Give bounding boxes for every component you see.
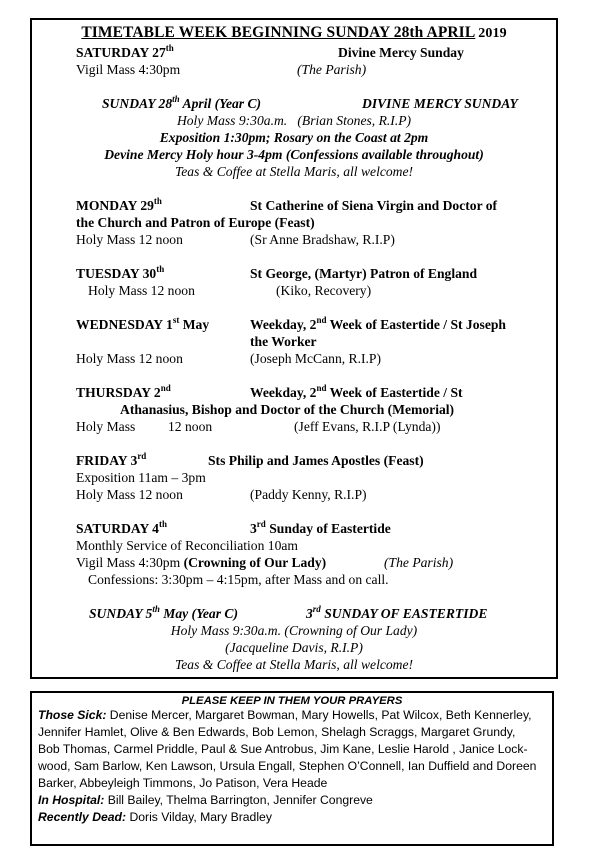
- wed1-feast-cont: the Worker: [250, 334, 317, 349]
- wed1-day: WEDNESDAY 1st May: [76, 315, 210, 332]
- sat4-reconciliation: Monthly Service of Reconciliation 10am: [76, 538, 298, 553]
- sun28-day: SUNDAY 28th April (Year C): [102, 94, 262, 111]
- tue30-day: TUESDAY 30th: [76, 264, 165, 281]
- mon29-mass: Holy Mass 12 noon: [76, 232, 183, 247]
- wed1-feast: Weekday, 2nd Week of Eastertide / St Joseph: [250, 315, 506, 332]
- sick-line-2: Jennifer Hamlet, Olive & Ben Edwards, Bob Lemon, Shelagh Scraggs, Margaret Grundy,: [38, 725, 516, 739]
- sick-line-1: Those Sick: Denise Mercer, Margaret Bowman, Mary Howells, Pat Wilcox, Beth Kennerley,: [38, 708, 532, 722]
- tue30-feast: St George, (Martyr) Patron of England: [250, 266, 478, 281]
- sat4-day: SATURDAY 4th: [76, 519, 167, 536]
- fri3-feast: Sts Philip and James Apostles (Feast): [208, 453, 424, 468]
- thu2-mass: Holy Mass: [76, 419, 136, 434]
- thu2-day: THURSDAY 2nd: [76, 383, 171, 400]
- sick-line-5: Barker, Abbeyleigh Timmons, Jo Patison, Vera Heade: [38, 776, 328, 790]
- title-text: TIMETABLE WEEK BEGINNING SUNDAY 28th APRIL: [81, 24, 476, 41]
- thu2-time: 12 noon: [168, 419, 213, 434]
- fri3-day: FRIDAY 3rd: [76, 451, 147, 468]
- sun5-feast: 3rd SUNDAY OF EASTERTIDE: [306, 604, 488, 621]
- sun28-holy-hour: Devine Mercy Holy hour 3-4pm (Confessions available throughout): [104, 147, 484, 162]
- recently-dead-line: Recently Dead: Doris Vilday, Mary Bradley: [38, 810, 272, 824]
- sun28-teas: Teas & Coffee at Stella Maris, all welcome!: [174, 164, 414, 179]
- sun5-intention: (Jacqueline Davis, R.I.P): [225, 640, 363, 655]
- sun28-mass: Holy Mass 9:30a.m. (Brian Stones, R.I.P): [176, 113, 412, 128]
- timetable-title: [32, 24, 556, 42]
- sat27-feast: Divine Mercy Sunday: [338, 45, 464, 60]
- tue30-mass: Holy Mass 12 noon: [88, 283, 195, 298]
- sat4-confessions: Confessions: 3:30pm – 4:15pm, after Mass and on call.: [88, 572, 389, 587]
- thu2-intention: (Jeff Evans, R.I.P (Lynda)): [294, 419, 441, 434]
- sun5-mass: Holy Mass 9:30a.m. (Crowning of Our Lady): [170, 623, 418, 638]
- sun5-day: SUNDAY 5th May (Year C): [89, 604, 238, 621]
- wed1-intention: (Joseph McCann, R.I.P): [250, 351, 382, 366]
- hospital-line: In Hospital: Bill Bailey, Thelma Barrington, Jennifer Congreve: [38, 793, 373, 807]
- prayers-box: [30, 691, 554, 846]
- fri3-intention: (Paddy Kenny, R.I.P): [250, 487, 367, 502]
- fri3-exposition: Exposition 11am – 3pm: [76, 470, 206, 485]
- mon29-intention: (Sr Anne Bradshaw, R.I.P): [250, 232, 395, 247]
- sat27-intention: (The Parish): [297, 62, 367, 77]
- thu2-feast: Weekday, 2nd Week of Eastertide / St: [250, 383, 463, 400]
- sat4-intention: (The Parish): [384, 555, 454, 570]
- tue30-intention: (Kiko, Recovery): [276, 283, 372, 298]
- title-year: 2019: [478, 26, 507, 41]
- sat4-vigil: Vigil Mass 4:30pm (Crowning of Our Lady): [76, 555, 327, 570]
- sat27-day: SATURDAY 27th: [76, 43, 174, 60]
- sat4-feast: 3rd Sunday of Eastertide: [250, 519, 391, 536]
- mon29-feast: St Catherine of Siena Virgin and Doctor of: [250, 198, 498, 213]
- sick-line-4: wood, Sam Barlow, Ken Lawson, Ursula Engall, Stephen O’Connell, Ian Duffield and Doreen: [38, 759, 537, 773]
- sun5-teas: Teas & Coffee at Stella Maris, all welcome!: [174, 657, 414, 672]
- sun28-feast: DIVINE MERCY SUNDAY: [362, 96, 518, 111]
- mon29-feast-cont: the Church and Patron of Europe (Feast): [76, 215, 315, 230]
- fri3-mass: Holy Mass 12 noon: [76, 487, 183, 502]
- wed1-mass: Holy Mass 12 noon: [76, 351, 183, 366]
- timetable-box: [30, 18, 558, 679]
- sun28-exposition: Exposition 1:30pm; Rosary on the Coast at 2pm: [159, 130, 429, 145]
- mon29-day: MONDAY 29th: [76, 196, 162, 213]
- prayers-title: PLEASE KEEP IN THEM YOUR PRAYERS: [181, 695, 403, 707]
- sick-line-3: Bob Thomas, Carmel Priddle, Paul & Sue Antrobus, Jim Kane, Leslie Harold , Janice Lock-: [38, 742, 528, 756]
- thu2-feast-cont: Athanasius, Bishop and Doctor of the Church (Memorial): [120, 402, 455, 417]
- sat27-mass: Vigil Mass 4:30pm: [76, 62, 181, 77]
